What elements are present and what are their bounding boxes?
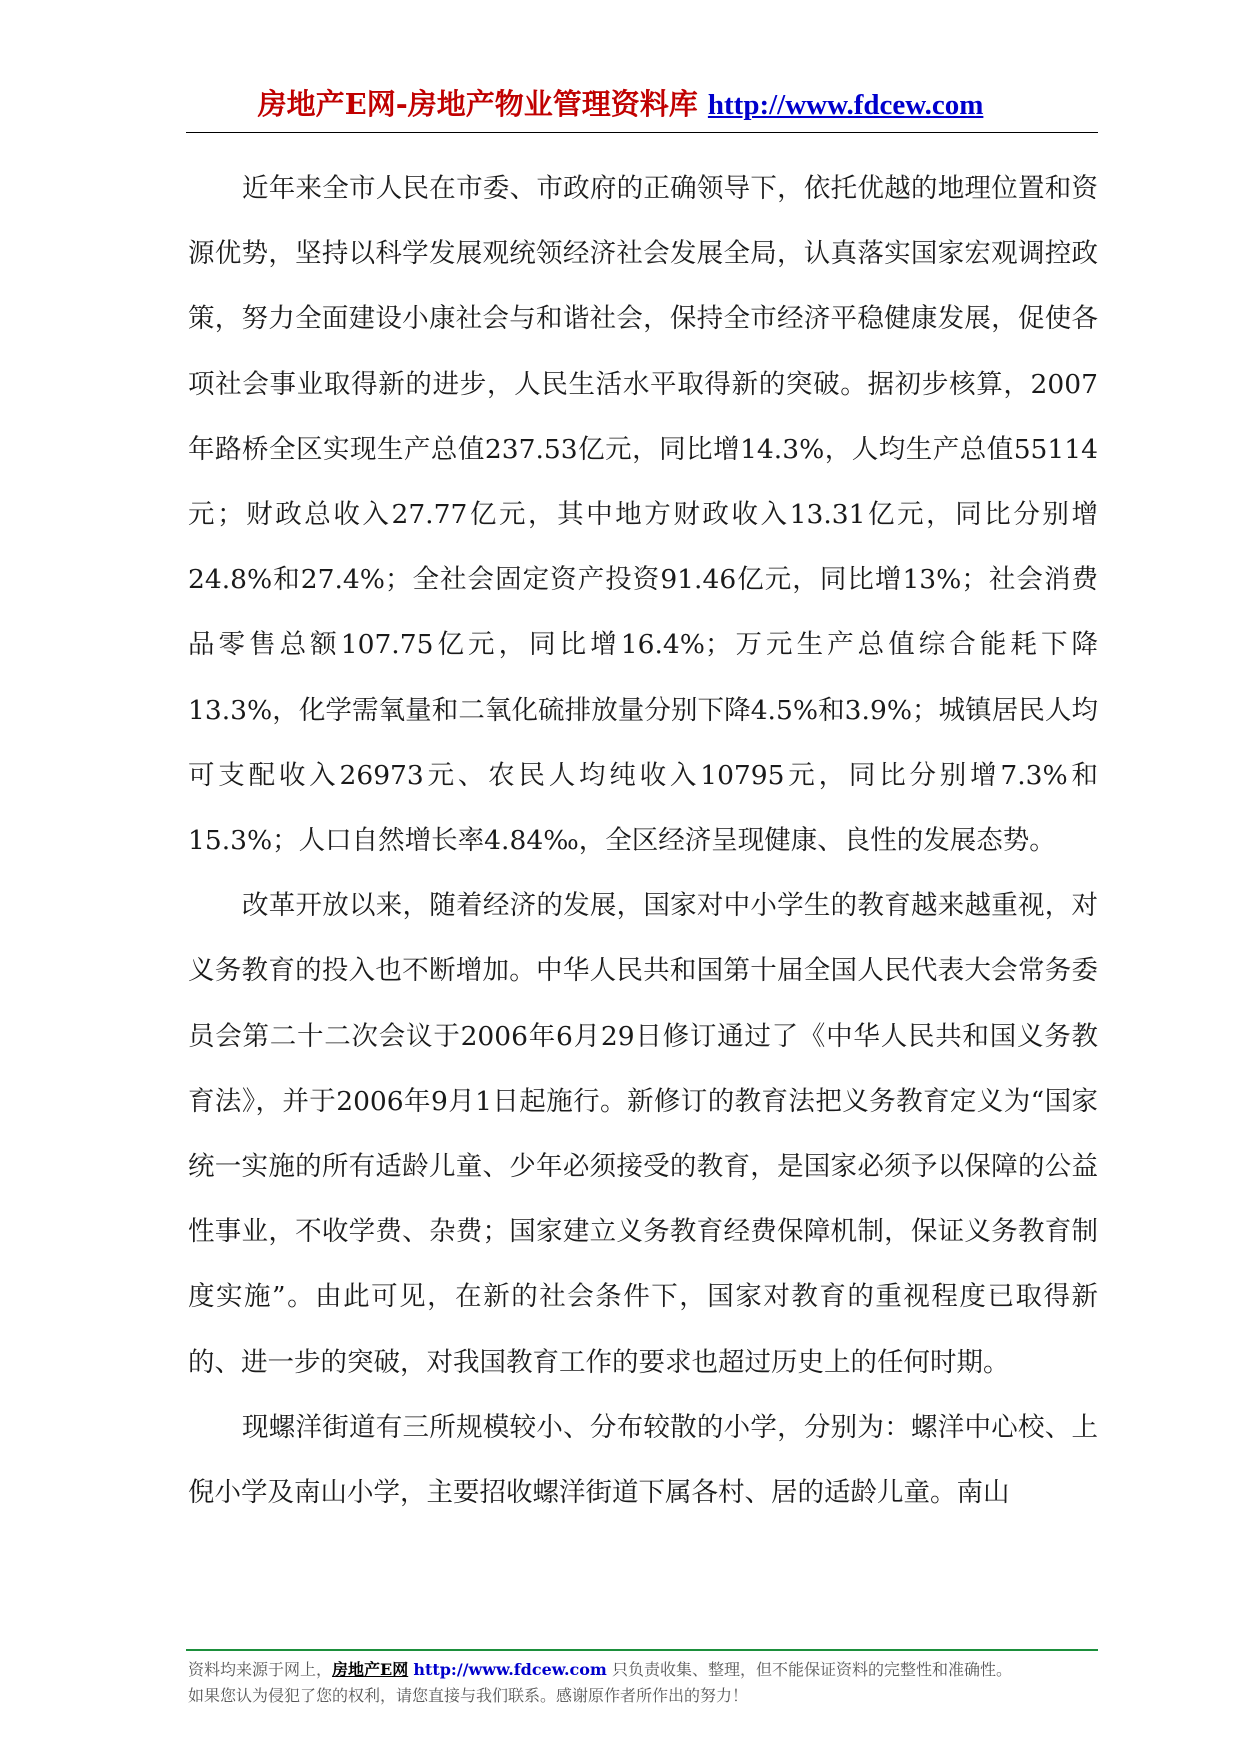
page-header <box>0 84 1241 125</box>
header-site-name: 房地产E网-房地产物业管理资料库 <box>257 87 698 121</box>
footer-divider <box>186 1649 1098 1651</box>
document-body <box>188 156 1098 1525</box>
paragraph-economy: 近年来全市人民在市委、市政府的正确领导下，依托优越的地理位置和资源优势，坚持以科学发展观统领经济社会发展全局，认真落实国家宏观调控政策，努力全面建设小康社会与和谐社会，保持全市经济平稳健康发展，促使各项社会事业取得新的进步，人民生活水平取得新的突破。据初步核算，2007年路桥全区实现生产总值237.53亿元，同比增14.3%，人均生产总值55114元；财政总收入27.77亿元，其中地方财政收入13.31亿元，同比分别增24.8%和27.4%；全社会固定资产投资91.46亿元，同比增13%；社会消费品零售总额107.75亿元，同比增16.4%；万元生产总值综合能耗下降13.3%，化学需氧量和二氧化硫排放量分别下降4.5%和3.9%；城镇居民人均可支配收入26973元、农民人均纯收入10795元，同比分别增7.3%和15.3%；人口自然增长率4.84‰，全区经济呈现健康、良性的发展态势。 <box>188 173 1098 857</box>
footer-disclaimer: 只负责收集、整理，但不能保证资料的完整性和准确性。 <box>611 1660 1012 1679</box>
paragraph-luoyang-schools: 现螺洋街道有三所规模较小、分布较散的小学，分别为：螺洋中心校、上倪小学及南山小学，主要招收螺洋街道下属各村、居的适龄儿童。南山 <box>188 1411 1098 1509</box>
footer-prefix: 资料均来源于网上， <box>188 1660 333 1679</box>
footer-url-link[interactable]: http://www.fdcew.com <box>413 1660 607 1679</box>
header-url-link[interactable]: http://www.fdcew.com <box>707 89 984 121</box>
footer-site-name: 房地产E网 <box>332 1660 409 1679</box>
paragraph-education-law: 改革开放以来，随着经济的发展，国家对中小学生的教育越来越重视，对义务教育的投入也不断增加。中华人民共和国第十届全国人民代表大会常务委员会第二十二次会议于2006年6月29日修订通过了《中华人民共和国义务教育法》，并于2006年9月1日起施行。新修订的教育法把义务教育定义为“国家统一实施的所有适龄儿童、少年必须接受的教育，是国家必须予以保障的公益性事业，不收学费、杂费；国家建立义务教育经费保障机制，保证义务教育制度实施”。由此可见，在新的社会条件下，国家对教育的重视程度已取得新的、进一步的突破，对我国教育工作的要求也超过历史上的任何时期。 <box>188 890 1098 1378</box>
header-divider <box>186 132 1098 133</box>
page-footer <box>188 1657 1108 1709</box>
footer-line-1 <box>188 1657 1108 1683</box>
footer-line-2: 如果您认为侵犯了您的权利，请您直接与我们联系。感谢原作者所作出的努力！ <box>188 1686 749 1705</box>
